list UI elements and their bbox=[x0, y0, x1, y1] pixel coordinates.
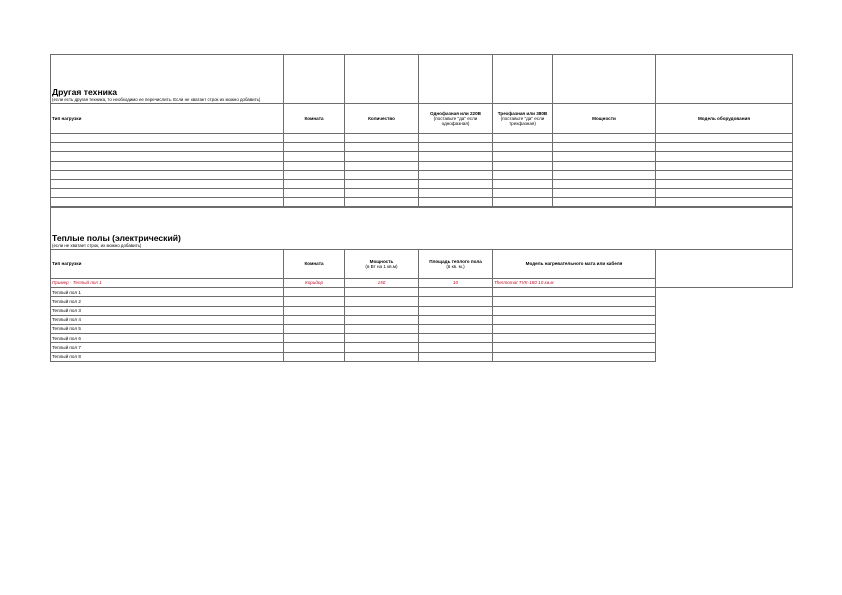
table-row bbox=[51, 334, 793, 343]
table-row bbox=[51, 170, 793, 179]
table-cell[interactable] bbox=[419, 161, 493, 170]
table-row bbox=[51, 161, 793, 170]
table-cell[interactable] bbox=[553, 143, 656, 152]
table-cell[interactable] bbox=[51, 170, 284, 179]
row-label: Теплый пол 2 bbox=[51, 297, 284, 306]
table-cell[interactable] bbox=[345, 343, 419, 352]
table-cell[interactable] bbox=[493, 297, 656, 306]
table-row bbox=[51, 143, 793, 152]
table-cell[interactable] bbox=[284, 297, 345, 306]
table-row bbox=[51, 189, 793, 198]
table-cell[interactable] bbox=[419, 134, 493, 143]
table-cell[interactable] bbox=[51, 134, 284, 143]
row-label: Теплый пол 3 bbox=[51, 306, 284, 315]
table-cell[interactable] bbox=[51, 161, 284, 170]
blank-column bbox=[656, 250, 793, 288]
table-row bbox=[51, 315, 793, 324]
row-label: Теплый пол 5 bbox=[51, 324, 284, 333]
table-row bbox=[51, 324, 793, 333]
table-cell[interactable] bbox=[656, 143, 793, 152]
row-label: Теплый пол 7 bbox=[51, 343, 284, 352]
table-cell[interactable] bbox=[284, 161, 345, 170]
table-cell[interactable] bbox=[493, 306, 656, 315]
table-cell[interactable] bbox=[493, 343, 656, 352]
table-cell[interactable] bbox=[345, 324, 419, 333]
section-subtitle: (если есть другая техника, то необходимо ее перечислить. Если не хватает строк их можно добавить) bbox=[52, 97, 261, 102]
table-row bbox=[51, 179, 793, 188]
table-cell[interactable] bbox=[493, 352, 656, 361]
table-cell[interactable] bbox=[656, 189, 793, 198]
table-cell[interactable] bbox=[553, 189, 656, 198]
col-header-type: Тип нагрузки bbox=[51, 250, 284, 279]
table-cell[interactable] bbox=[419, 152, 493, 161]
table-row bbox=[51, 288, 793, 297]
table-cell[interactable] bbox=[419, 170, 493, 179]
table-cell[interactable] bbox=[419, 189, 493, 198]
table-cell[interactable] bbox=[284, 143, 345, 152]
table-cell[interactable] bbox=[419, 179, 493, 188]
table-cell[interactable] bbox=[345, 143, 419, 152]
col-header-single-phase: Однофазная или 220В (поставьте "да" если однофазная) bbox=[419, 104, 493, 134]
table-cell[interactable] bbox=[493, 134, 553, 143]
table-cell[interactable] bbox=[493, 152, 553, 161]
table-cell[interactable] bbox=[493, 315, 656, 324]
col-header-model: Модель оборудования bbox=[656, 104, 793, 134]
table-cell[interactable] bbox=[284, 179, 345, 188]
col-header-model: Модель нагревательного мата или кабеля bbox=[493, 250, 656, 279]
col-header-qty: Количество bbox=[345, 104, 419, 134]
table-cell[interactable] bbox=[419, 334, 493, 343]
table-row bbox=[51, 134, 793, 143]
table-cell[interactable] bbox=[493, 179, 553, 188]
table-cell[interactable] bbox=[345, 288, 419, 297]
table-row bbox=[51, 306, 793, 315]
table-cell[interactable] bbox=[345, 297, 419, 306]
table-cell[interactable] bbox=[345, 189, 419, 198]
table-row bbox=[51, 352, 793, 361]
section-title-cell bbox=[51, 55, 284, 104]
table-cell[interactable] bbox=[656, 152, 793, 161]
table-cell[interactable] bbox=[51, 179, 284, 188]
table-cell[interactable] bbox=[51, 143, 284, 152]
table-cell[interactable] bbox=[419, 143, 493, 152]
table-cell[interactable] bbox=[419, 288, 493, 297]
table-cell[interactable] bbox=[656, 134, 793, 143]
heated-floor-table bbox=[50, 206, 793, 362]
table-cell[interactable] bbox=[284, 288, 345, 297]
table-cell[interactable] bbox=[284, 189, 345, 198]
table-cell[interactable] bbox=[345, 334, 419, 343]
table-cell[interactable] bbox=[284, 343, 345, 352]
table-cell[interactable] bbox=[345, 352, 419, 361]
table-cell[interactable] bbox=[553, 161, 656, 170]
table-cell[interactable] bbox=[284, 152, 345, 161]
table-cell[interactable] bbox=[284, 324, 345, 333]
table-cell[interactable] bbox=[493, 334, 656, 343]
row-label: Теплый пол 4 bbox=[51, 315, 284, 324]
table-row bbox=[51, 297, 793, 306]
example-type: Пример - Теплый пол 1 bbox=[51, 279, 284, 288]
table-cell[interactable] bbox=[419, 352, 493, 361]
col-header-three-phase: Трехфазная или 380В (поставьте "да" если трехфазная) bbox=[493, 104, 553, 134]
table-cell[interactable] bbox=[493, 143, 553, 152]
row-label: Теплый пол 6 bbox=[51, 334, 284, 343]
table-cell[interactable] bbox=[656, 170, 793, 179]
header-row bbox=[51, 104, 793, 134]
row-label: Теплый пол 1 bbox=[51, 288, 284, 297]
section-title-cell bbox=[51, 207, 793, 250]
table-cell[interactable] bbox=[419, 297, 493, 306]
table-cell[interactable] bbox=[419, 306, 493, 315]
table-cell[interactable] bbox=[493, 324, 656, 333]
table-row bbox=[51, 343, 793, 352]
table-cell[interactable] bbox=[284, 334, 345, 343]
table-cell[interactable] bbox=[419, 343, 493, 352]
table-cell[interactable] bbox=[345, 134, 419, 143]
table-cell[interactable] bbox=[656, 179, 793, 188]
table-cell[interactable] bbox=[419, 324, 493, 333]
table-cell[interactable] bbox=[345, 306, 419, 315]
table-cell[interactable] bbox=[553, 152, 656, 161]
table-cell[interactable] bbox=[345, 179, 419, 188]
section-subtitle: (если не хватает строк, их можно добавить) bbox=[52, 243, 142, 248]
table-cell[interactable] bbox=[284, 134, 345, 143]
table-cell[interactable] bbox=[553, 134, 656, 143]
other-equipment-table bbox=[50, 54, 793, 208]
row-label: Теплый пол 8 bbox=[51, 352, 284, 361]
col-header-type: Тип нагрузки bbox=[51, 104, 284, 134]
col-header-power: Мощность (в Вт на 1 кв.м) bbox=[345, 250, 419, 279]
table-cell[interactable] bbox=[345, 170, 419, 179]
col-header-room: Комната bbox=[284, 104, 345, 134]
example-area: 10 bbox=[419, 279, 493, 288]
example-power: 150 bbox=[345, 279, 419, 288]
table-cell[interactable] bbox=[345, 161, 419, 170]
col-header-power: Мощности bbox=[553, 104, 656, 134]
col-header-room: Комната bbox=[284, 250, 345, 279]
table-cell[interactable] bbox=[284, 170, 345, 179]
table-cell[interactable] bbox=[284, 306, 345, 315]
table-cell[interactable] bbox=[345, 315, 419, 324]
table-cell[interactable] bbox=[656, 161, 793, 170]
table-cell[interactable] bbox=[493, 161, 553, 170]
col-header-area: Площадь теплого пола (в кв. м.) bbox=[419, 250, 493, 279]
section-title: Теплые полы (электрический) bbox=[52, 233, 181, 243]
example-room: Коридор bbox=[284, 279, 345, 288]
table-cell[interactable] bbox=[553, 170, 656, 179]
table-cell[interactable] bbox=[284, 352, 345, 361]
table-cell[interactable] bbox=[493, 288, 656, 297]
section-title: Другая техника bbox=[52, 87, 118, 97]
table-cell[interactable] bbox=[553, 179, 656, 188]
table-row bbox=[51, 152, 793, 161]
table-cell[interactable] bbox=[493, 189, 553, 198]
table-cell[interactable] bbox=[345, 152, 419, 161]
table-cell[interactable] bbox=[284, 315, 345, 324]
table-cell[interactable] bbox=[51, 189, 284, 198]
header-row bbox=[51, 250, 793, 279]
table-cell[interactable] bbox=[419, 315, 493, 324]
table-cell[interactable] bbox=[51, 152, 284, 161]
example-model: Thermomat TVK-180 10 кв.м bbox=[493, 279, 656, 288]
table-cell[interactable] bbox=[493, 170, 553, 179]
